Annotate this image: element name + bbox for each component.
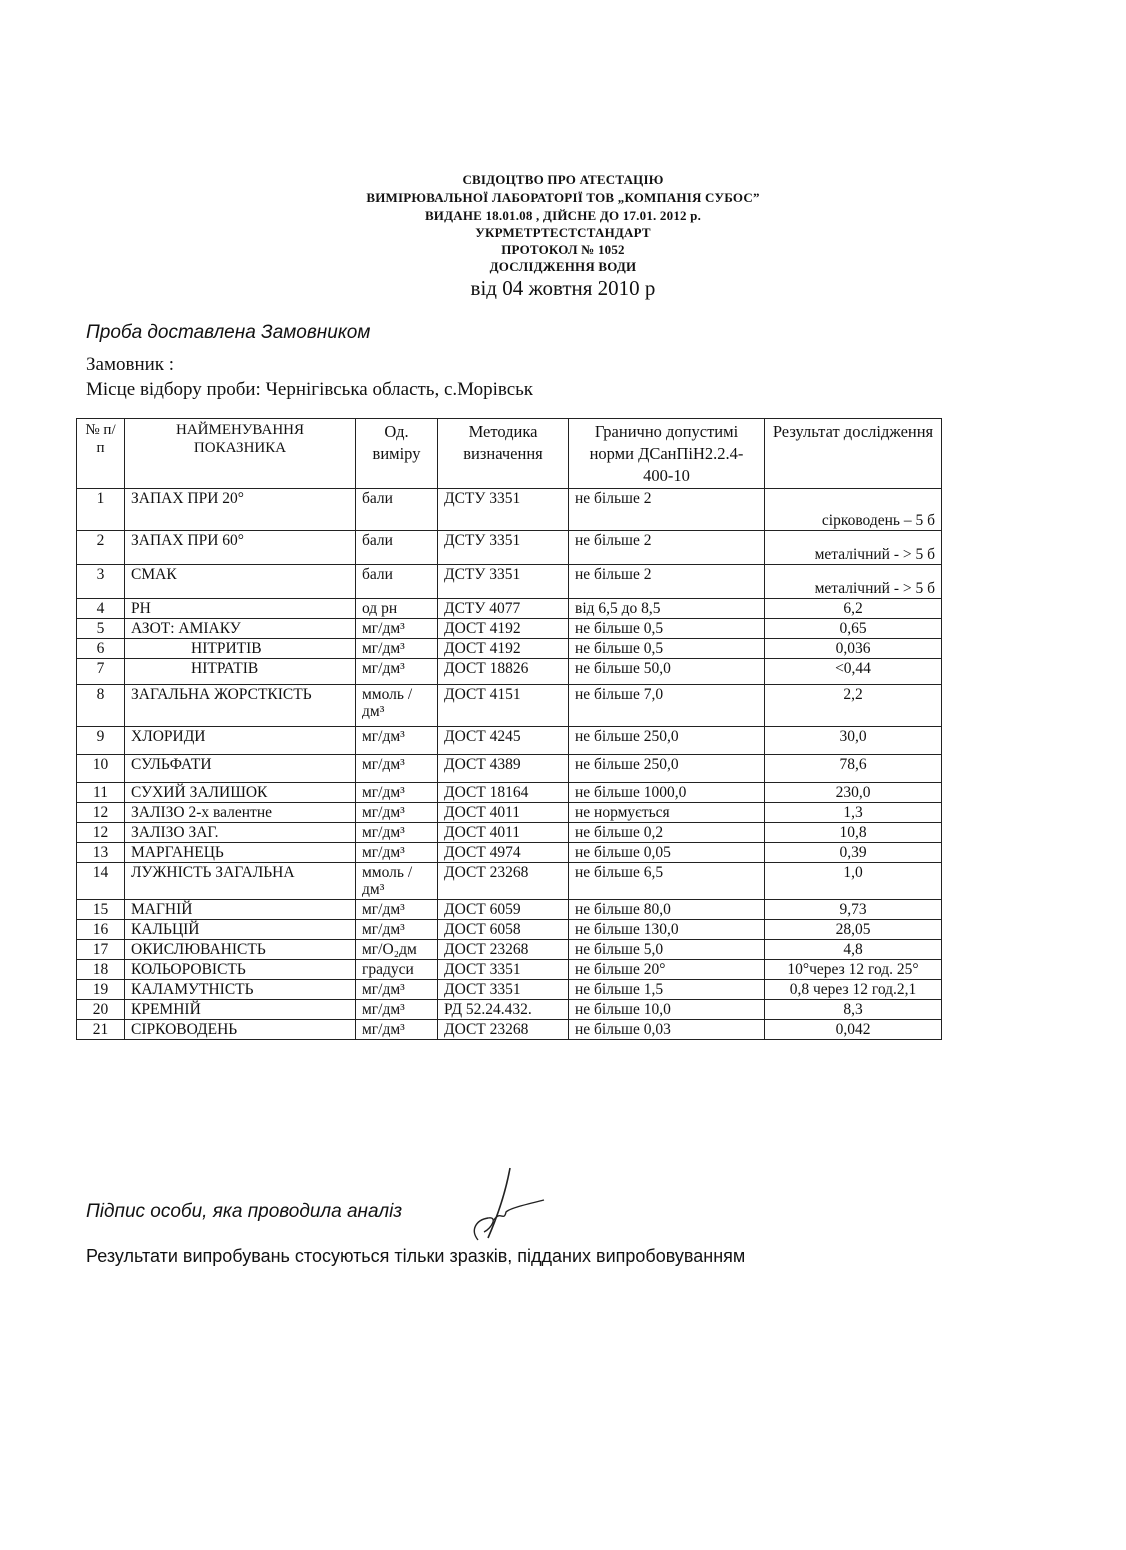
table-row [77, 489, 942, 531]
row-result: 10°через 12 год. 25° [765, 960, 942, 980]
col-header-method: Методика визначення [438, 419, 569, 489]
row-norm: не більше 250,0 [569, 755, 765, 783]
row-method: ДСТУ 4077 [438, 599, 569, 619]
table-row [77, 659, 942, 685]
row-result: 230,0 [765, 783, 942, 803]
row-method: ДСТУ 3351 [438, 489, 569, 531]
table-row [77, 599, 942, 619]
row-indicator: ЗАЛІЗО ЗАГ. [125, 823, 356, 843]
row-norm: не більше 7,0 [569, 685, 765, 727]
row-unit: мг/дм³ [356, 1020, 438, 1040]
table-row [77, 823, 942, 843]
row-unit: ммоль /дм³ [356, 685, 438, 727]
header-line: ПРОТОКОЛ № 1052 [501, 242, 625, 257]
row-unit: бали [356, 489, 438, 531]
footer-note: Результати випробувань стосуються тільки зразків, підданих випробовуванням [86, 1246, 746, 1266]
row-unit: мг/дм³ [356, 823, 438, 843]
row-indicator: КАЛЬЦІЙ [125, 920, 356, 940]
signature-image [448, 1160, 558, 1250]
row-norm: не більше 130,0 [569, 920, 765, 940]
row-method: РД 52.24.432. [438, 1000, 569, 1020]
row-unit: мг/дм³ [356, 727, 438, 755]
row-number: 9 [77, 727, 125, 755]
signature-label: Підпис особи, яка проводила аналіз [86, 1201, 403, 1222]
header-line: ВИДАНЕ 18.01.08 , ДІЙСНЕ ДО 17.01. 2012 р. [424, 208, 702, 223]
sampling-location: Місце відбору проби: Чернігівська область, с.Морівськ [86, 379, 534, 400]
table-row [77, 1020, 942, 1040]
row-result: металічний - > 5 б [765, 565, 942, 599]
table-row [77, 755, 942, 783]
row-result: 28,05 [765, 920, 942, 940]
table-row [77, 843, 942, 863]
col-header-number: № п/п [77, 419, 125, 489]
table-row [77, 1000, 942, 1020]
row-number: 2 [77, 531, 125, 565]
row-result: 6,2 [765, 599, 942, 619]
row-method: ДОСТ 4192 [438, 619, 569, 639]
row-method: ДОСТ 18826 [438, 659, 569, 685]
row-method: ДОСТ 4245 [438, 727, 569, 755]
row-norm: від 6,5 до 8,5 [569, 599, 765, 619]
row-unit: мг/дм³ [356, 900, 438, 920]
row-indicator: КРЕМНІЙ [125, 1000, 356, 1020]
row-norm: не нормується [569, 803, 765, 823]
row-number: 10 [77, 755, 125, 783]
row-method: ДОСТ 23268 [438, 940, 569, 960]
row-number: 8 [77, 685, 125, 727]
row-number: 3 [77, 565, 125, 599]
header-line: СВІДОЦТВО ПРО АТЕСТАЦІЮ [462, 172, 664, 187]
row-method: ДОСТ 3351 [438, 960, 569, 980]
row-indicator: АЗОТ: АМІАКУ [125, 619, 356, 639]
row-norm: не більше 80,0 [569, 900, 765, 920]
row-indicator: ЗАПАХ ПРИ 20° [125, 489, 356, 531]
row-method: ДОСТ 23268 [438, 863, 569, 900]
row-number: 20 [77, 1000, 125, 1020]
row-unit: мг/О₂дм [356, 940, 438, 960]
row-norm: не більше 2 [569, 489, 765, 531]
row-norm: не більше 250,0 [569, 727, 765, 755]
row-result: 0,036 [765, 639, 942, 659]
row-norm: не більше 6,5 [569, 863, 765, 900]
table-row [77, 920, 942, 940]
row-number: 7 [77, 659, 125, 685]
table-row [77, 783, 942, 803]
row-number: 1 [77, 489, 125, 531]
row-result: 0,39 [765, 843, 942, 863]
row-norm: не більше 0,2 [569, 823, 765, 843]
row-result: 2,2 [765, 685, 942, 727]
row-number: 11 [77, 783, 125, 803]
sample-note: Проба доставлена Замовником [86, 322, 371, 343]
row-unit: бали [356, 531, 438, 565]
customer-label: Замовник : [86, 354, 175, 375]
table-row [77, 565, 942, 599]
row-result: 9,73 [765, 900, 942, 920]
row-unit: бали [356, 565, 438, 599]
header-line: ДОСЛІДЖЕННЯ ВОДИ [489, 259, 637, 274]
header-line: ВИМІРЮВАЛЬНОЇ ЛАБОРАТОРІЇ ТОВ „КОМПАНІЯ СУБОС” [366, 190, 760, 205]
row-result: 0,8 через 12 год.2,1 [765, 980, 942, 1000]
col-header-result: Результат дослідження [765, 419, 942, 489]
row-number: 4 [77, 599, 125, 619]
row-number: 12 [77, 803, 125, 823]
row-unit: мг/дм³ [356, 783, 438, 803]
row-unit: мг/дм³ [356, 619, 438, 639]
row-norm: не більше 5,0 [569, 940, 765, 960]
row-norm: не більше 10,0 [569, 1000, 765, 1020]
row-result: 1,0 [765, 863, 942, 900]
row-number: 12 [77, 823, 125, 843]
row-number: 15 [77, 900, 125, 920]
col-header-indicator: НАЙМЕНУВАННЯ ПОКАЗНИКА [125, 419, 356, 489]
row-unit: мг/дм³ [356, 843, 438, 863]
row-result: 1,3 [765, 803, 942, 823]
row-method: ДОСТ 4389 [438, 755, 569, 783]
row-unit: мг/дм³ [356, 920, 438, 940]
row-indicator: МАГНІЙ [125, 900, 356, 920]
row-indicator: ЗАПАХ ПРИ 60° [125, 531, 356, 565]
row-result: 78,6 [765, 755, 942, 783]
row-indicator: НІТРИТІВ [125, 639, 356, 659]
row-norm: не більше 2 [569, 565, 765, 599]
row-unit: мг/дм³ [356, 659, 438, 685]
row-indicator: КАЛАМУТНІСТЬ [125, 980, 356, 1000]
row-number: 6 [77, 639, 125, 659]
table-row [77, 940, 942, 960]
row-number: 21 [77, 1020, 125, 1040]
row-indicator: НІТРАТІВ [125, 659, 356, 685]
row-indicator: PH [125, 599, 356, 619]
header-line: УКРМЕТРТЕСТСТАНДАРТ [475, 225, 651, 240]
row-method: ДОСТ 18164 [438, 783, 569, 803]
table-row [77, 900, 942, 920]
row-method: ДОСТ 4192 [438, 639, 569, 659]
row-method: ДСТУ 3351 [438, 565, 569, 599]
row-indicator: СІРКОВОДЕНЬ [125, 1020, 356, 1040]
row-number: 17 [77, 940, 125, 960]
row-norm: не більше 1,5 [569, 980, 765, 1000]
row-norm: не більше 2 [569, 531, 765, 565]
row-indicator: ЗАЛІЗО 2-х валентне [125, 803, 356, 823]
table-row [77, 727, 942, 755]
row-norm: не більше 50,0 [569, 659, 765, 685]
row-norm: не більше 1000,0 [569, 783, 765, 803]
row-indicator: СМАК [125, 565, 356, 599]
table-row [77, 639, 942, 659]
row-unit: мг/дм³ [356, 639, 438, 659]
row-method: ДОСТ 6059 [438, 900, 569, 920]
row-method: ДОСТ 4011 [438, 803, 569, 823]
row-number: 19 [77, 980, 125, 1000]
row-unit: градуси [356, 960, 438, 980]
row-result: сірководень – 5 б [765, 489, 942, 531]
col-header-norm: Гранично допустимі норми ДСанПіН2.2.4-400-10 [569, 419, 765, 489]
row-indicator: СУЛЬФАТИ [125, 755, 356, 783]
row-unit: од рн [356, 599, 438, 619]
table-row [77, 531, 942, 565]
row-unit: мг/дм³ [356, 755, 438, 783]
row-norm: не більше 0,5 [569, 639, 765, 659]
row-method: ДОСТ 4151 [438, 685, 569, 727]
row-norm: не більше 20° [569, 960, 765, 980]
row-number: 16 [77, 920, 125, 940]
row-method: ДСТУ 3351 [438, 531, 569, 565]
row-result: 0,65 [765, 619, 942, 639]
row-indicator: ЛУЖНІСТЬ ЗАГАЛЬНА [125, 863, 356, 900]
row-norm: не більше 0,03 [569, 1020, 765, 1040]
row-indicator: ЗАГАЛЬНА ЖОРСТКІСТЬ [125, 685, 356, 727]
row-indicator: МАРГАНЕЦЬ [125, 843, 356, 863]
row-unit: мг/дм³ [356, 980, 438, 1000]
row-result: 8,3 [765, 1000, 942, 1020]
row-method: ДОСТ 3351 [438, 980, 569, 1000]
row-number: 14 [77, 863, 125, 900]
table-row [77, 803, 942, 823]
row-number: 5 [77, 619, 125, 639]
row-result: 10,8 [765, 823, 942, 843]
col-header-unit: Од. виміру [356, 419, 438, 489]
table-row [77, 960, 942, 980]
row-method: ДОСТ 23268 [438, 1020, 569, 1040]
row-norm: не більше 0,5 [569, 619, 765, 639]
row-norm: не більше 0,05 [569, 843, 765, 863]
table-row [77, 619, 942, 639]
results-table [76, 418, 942, 1040]
row-indicator: СУХИЙ ЗАЛИШОК [125, 783, 356, 803]
row-result: 30,0 [765, 727, 942, 755]
row-method: ДОСТ 6058 [438, 920, 569, 940]
table-row [77, 685, 942, 727]
row-indicator: КОЛЬОРОВІСТЬ [125, 960, 356, 980]
row-result: <0,44 [765, 659, 942, 685]
table-row [77, 863, 942, 900]
row-result: 4,8 [765, 940, 942, 960]
row-unit: ммоль /дм³ [356, 863, 438, 900]
row-result: металічний - > 5 б [765, 531, 942, 565]
row-indicator: ОКИСЛЮВАНІСТЬ [125, 940, 356, 960]
protocol-date: від 04 жовтня 2010 р [470, 276, 656, 300]
row-method: ДОСТ 4011 [438, 823, 569, 843]
table-row [77, 980, 942, 1000]
table-header-row [77, 419, 942, 489]
row-method: ДОСТ 4974 [438, 843, 569, 863]
row-unit: мг/дм³ [356, 1000, 438, 1020]
row-number: 13 [77, 843, 125, 863]
row-unit: мг/дм³ [356, 803, 438, 823]
row-number: 18 [77, 960, 125, 980]
row-indicator: ХЛОРИДИ [125, 727, 356, 755]
row-result: 0,042 [765, 1020, 942, 1040]
